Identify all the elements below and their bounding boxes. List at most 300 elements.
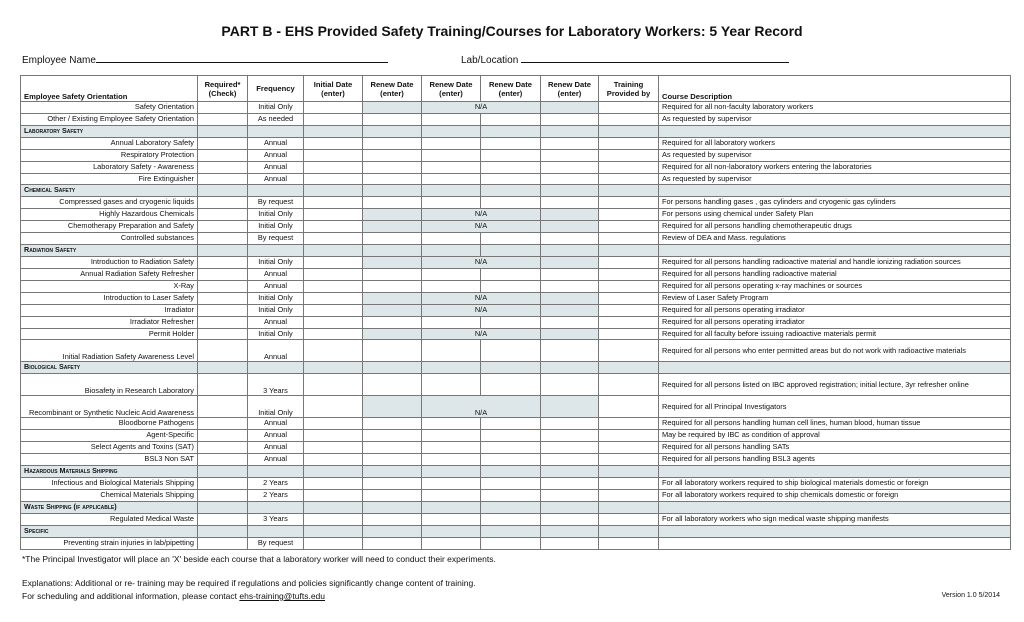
training-provided-cell[interactable] xyxy=(599,161,659,173)
renew-date-cell[interactable] xyxy=(363,161,422,173)
not-applicable-cell: N/A xyxy=(422,328,541,340)
renew-date-cell[interactable] xyxy=(363,268,422,280)
renew-date-cell[interactable] xyxy=(363,113,422,125)
section-header-cell xyxy=(198,185,248,197)
section-header-cell xyxy=(304,525,363,537)
required-check-cell[interactable] xyxy=(198,396,248,418)
training-provided-cell[interactable] xyxy=(599,197,659,209)
initial-date-cell[interactable] xyxy=(304,221,363,233)
course-description: Required for all laboratory workers xyxy=(659,137,1011,149)
initial-date-cell[interactable] xyxy=(304,489,363,501)
renew-date-cell[interactable] xyxy=(363,280,422,292)
required-check-cell[interactable] xyxy=(198,304,248,316)
course-description: Required for all persons handling BSL3 agents xyxy=(659,454,1011,466)
course-name: Chemical Materials Shipping xyxy=(21,489,198,501)
initial-date-cell[interactable] xyxy=(304,209,363,221)
training-provided-cell[interactable] xyxy=(599,280,659,292)
renew-date-cell[interactable] xyxy=(481,268,541,280)
header-course-description: Course Description xyxy=(659,76,1011,102)
renew-date-cell[interactable] xyxy=(481,442,541,454)
renew-date-cell[interactable] xyxy=(481,161,541,173)
renew-date-cell[interactable] xyxy=(541,233,599,245)
initial-date-cell[interactable] xyxy=(304,197,363,209)
training-provided-cell[interactable] xyxy=(599,292,659,304)
required-check-cell[interactable] xyxy=(198,221,248,233)
course-name: Other / Existing Employee Safety Orientation xyxy=(21,113,198,125)
renew-date-cell[interactable] xyxy=(481,113,541,125)
training-provided-cell[interactable] xyxy=(599,374,659,396)
renew-date-cell[interactable] xyxy=(363,418,422,430)
table-row xyxy=(21,149,1011,161)
initial-date-cell[interactable] xyxy=(304,316,363,328)
renew-date-cell[interactable] xyxy=(481,454,541,466)
header-renew-date: Renew Date (enter) xyxy=(363,76,422,102)
section-header-cell xyxy=(363,125,422,137)
not-applicable-cell: N/A xyxy=(422,396,541,418)
renew-date-cell[interactable] xyxy=(363,454,422,466)
section-header-cell xyxy=(304,185,363,197)
initial-date-cell[interactable] xyxy=(304,374,363,396)
renew-date-cell[interactable] xyxy=(541,161,599,173)
renew-date-cell[interactable] xyxy=(422,268,481,280)
renew-date-cell[interactable] xyxy=(363,442,422,454)
training-provided-cell[interactable] xyxy=(599,442,659,454)
renew-date-cell[interactable] xyxy=(481,280,541,292)
renew-date-cell[interactable] xyxy=(363,340,422,362)
section-header-row xyxy=(21,362,1011,374)
frequency-cell: 2 Years xyxy=(248,489,304,501)
initial-date-cell[interactable] xyxy=(304,430,363,442)
frequency-cell: Initial Only xyxy=(248,328,304,340)
frequency-cell: Annual xyxy=(248,280,304,292)
table-body xyxy=(21,102,1011,550)
renew-date-cell xyxy=(541,292,599,304)
initial-date-cell[interactable] xyxy=(304,454,363,466)
renew-date-cell[interactable] xyxy=(363,137,422,149)
course-name: Select Agents and Toxins (SAT) xyxy=(21,442,198,454)
course-name: Introduction to Laser Safety xyxy=(21,292,198,304)
renew-date-cell[interactable] xyxy=(541,418,599,430)
frequency-cell: 3 Years xyxy=(248,513,304,525)
section-header-cell xyxy=(422,125,481,137)
course-name: Laboratory Safety - Awareness xyxy=(21,161,198,173)
renew-date-cell[interactable] xyxy=(541,374,599,396)
section-header-cell xyxy=(541,525,599,537)
section-header-cell xyxy=(422,362,481,374)
not-applicable-cell: N/A xyxy=(422,102,541,114)
not-applicable-cell: N/A xyxy=(422,292,541,304)
section-header-cell xyxy=(363,362,422,374)
required-check-cell[interactable] xyxy=(198,454,248,466)
renew-date-cell[interactable] xyxy=(481,316,541,328)
section-header-cell xyxy=(422,525,481,537)
section-header-cell xyxy=(304,501,363,513)
initial-date-cell[interactable] xyxy=(304,442,363,454)
table-row xyxy=(21,374,1011,396)
required-check-cell[interactable] xyxy=(198,149,248,161)
required-check-cell[interactable] xyxy=(198,442,248,454)
frequency-cell: Initial Only xyxy=(248,304,304,316)
section-header-cell xyxy=(481,466,541,478)
initial-date-cell[interactable] xyxy=(304,396,363,418)
frequency-cell: Initial Only xyxy=(248,221,304,233)
course-description: Required for all faculty before issuing radioactive materials permit xyxy=(659,328,1011,340)
training-provided-cell[interactable] xyxy=(599,268,659,280)
frequency-cell: 2 Years xyxy=(248,478,304,490)
renew-date-cell[interactable] xyxy=(363,478,422,490)
renew-date-cell[interactable] xyxy=(422,173,481,185)
renew-date-cell[interactable] xyxy=(422,537,481,549)
renew-date-cell[interactable] xyxy=(422,197,481,209)
training-provided-cell[interactable] xyxy=(599,478,659,490)
renew-date-cell xyxy=(541,102,599,114)
training-provided-cell[interactable] xyxy=(599,430,659,442)
required-check-cell[interactable] xyxy=(198,173,248,185)
frequency-cell: By request xyxy=(248,537,304,549)
required-check-cell[interactable] xyxy=(198,418,248,430)
renew-date-cell[interactable] xyxy=(481,137,541,149)
course-name: Permit Holder xyxy=(21,328,198,340)
table-row xyxy=(21,257,1011,269)
renew-date-cell[interactable] xyxy=(541,113,599,125)
renew-date-cell xyxy=(541,221,599,233)
course-description: Required for all persons operating x-ray machines or sources xyxy=(659,280,1011,292)
training-provided-cell[interactable] xyxy=(599,102,659,114)
course-name: Safety Orientation xyxy=(21,102,198,114)
renew-date-cell[interactable] xyxy=(422,161,481,173)
initial-date-cell[interactable] xyxy=(304,137,363,149)
initial-date-cell[interactable] xyxy=(304,280,363,292)
section-title: Laboratory Safety xyxy=(21,125,198,137)
training-provided-cell[interactable] xyxy=(599,233,659,245)
renew-date-cell[interactable] xyxy=(481,197,541,209)
training-provided-cell[interactable] xyxy=(599,137,659,149)
course-name: Initial Radiation Safety Awareness Level xyxy=(21,340,198,362)
section-header-cell xyxy=(541,245,599,257)
initial-date-cell[interactable] xyxy=(304,161,363,173)
table-row xyxy=(21,430,1011,442)
required-check-cell[interactable] xyxy=(198,102,248,114)
initial-date-cell[interactable] xyxy=(304,304,363,316)
training-provided-cell[interactable] xyxy=(599,209,659,221)
frequency-cell: By request xyxy=(248,233,304,245)
not-applicable-cell: N/A xyxy=(422,209,541,221)
training-provided-cell[interactable] xyxy=(599,304,659,316)
renew-date-cell[interactable] xyxy=(481,374,541,396)
renew-date-cell[interactable] xyxy=(481,149,541,161)
course-description: As requested by supervisor xyxy=(659,173,1011,185)
section-header-row xyxy=(21,185,1011,197)
renew-date-cell[interactable] xyxy=(422,137,481,149)
renew-date-cell[interactable] xyxy=(363,197,422,209)
course-name: Irradiator Refresher xyxy=(21,316,198,328)
course-name: Fire Extinguisher xyxy=(21,173,198,185)
required-check-cell[interactable] xyxy=(198,374,248,396)
renew-date-cell[interactable] xyxy=(363,149,422,161)
section-header-row xyxy=(21,125,1011,137)
training-provided-cell[interactable] xyxy=(599,513,659,525)
renew-date-cell xyxy=(363,209,422,221)
renew-date-cell[interactable] xyxy=(541,430,599,442)
section-header-cell xyxy=(599,525,659,537)
frequency-cell: By request xyxy=(248,197,304,209)
initial-date-cell[interactable] xyxy=(304,513,363,525)
table-row xyxy=(21,454,1011,466)
initial-date-cell[interactable] xyxy=(304,292,363,304)
section-header-row xyxy=(21,466,1011,478)
course-description: Required for all non-faculty laboratory workers xyxy=(659,102,1011,114)
training-provided-cell[interactable] xyxy=(599,418,659,430)
required-check-cell[interactable] xyxy=(198,161,248,173)
renew-date-cell[interactable] xyxy=(481,513,541,525)
section-header-cell xyxy=(198,466,248,478)
table-row xyxy=(21,513,1011,525)
initial-date-cell[interactable] xyxy=(304,257,363,269)
renew-date-cell[interactable] xyxy=(481,478,541,490)
initial-date-cell[interactable] xyxy=(304,113,363,125)
course-description: For all laboratory workers required to ship chemicals domestic or foreign xyxy=(659,489,1011,501)
required-check-cell[interactable] xyxy=(198,197,248,209)
renew-date-cell[interactable] xyxy=(422,374,481,396)
required-check-cell[interactable] xyxy=(198,430,248,442)
frequency-cell: Initial Only xyxy=(248,209,304,221)
training-provided-cell[interactable] xyxy=(599,454,659,466)
section-title: Biological Safety xyxy=(21,362,198,374)
initial-date-cell[interactable] xyxy=(304,149,363,161)
renew-date-cell[interactable] xyxy=(541,149,599,161)
not-applicable-cell: N/A xyxy=(422,304,541,316)
renew-date-cell[interactable] xyxy=(541,442,599,454)
required-check-cell[interactable] xyxy=(198,340,248,362)
section-header-cell xyxy=(363,501,422,513)
required-check-cell[interactable] xyxy=(198,292,248,304)
frequency-cell: As needed xyxy=(248,113,304,125)
initial-date-cell[interactable] xyxy=(304,328,363,340)
training-provided-cell[interactable] xyxy=(599,489,659,501)
renew-date-cell[interactable] xyxy=(541,489,599,501)
table-row xyxy=(21,280,1011,292)
required-check-cell[interactable] xyxy=(198,268,248,280)
training-provided-cell[interactable] xyxy=(599,113,659,125)
footnote: *The Principal Investigator will place an 'X' beside each course that a laboratory worker will need to conduct their experiments. xyxy=(22,554,496,564)
renew-date-cell[interactable] xyxy=(541,454,599,466)
frequency-cell: Initial Only xyxy=(248,102,304,114)
course-description: Required for all persons handling human cell lines, human blood, human tissue xyxy=(659,418,1011,430)
training-provided-cell[interactable] xyxy=(599,173,659,185)
initial-date-cell[interactable] xyxy=(304,268,363,280)
renew-date-cell xyxy=(541,304,599,316)
course-description: For persons handling gases , gas cylinders and cryogenic gas cylinders xyxy=(659,197,1011,209)
renew-date-cell[interactable] xyxy=(481,430,541,442)
table-row xyxy=(21,221,1011,233)
renew-date-cell xyxy=(363,257,422,269)
renew-date-cell[interactable] xyxy=(422,442,481,454)
course-description: May be required by IBC as condition of approval xyxy=(659,430,1011,442)
training-provided-cell[interactable] xyxy=(599,221,659,233)
section-header-cell xyxy=(599,245,659,257)
renew-date-cell[interactable] xyxy=(422,280,481,292)
employee-name-field xyxy=(22,53,388,66)
frequency-cell: Initial Only xyxy=(248,292,304,304)
section-header-cell xyxy=(481,525,541,537)
required-check-cell[interactable] xyxy=(198,316,248,328)
table-row xyxy=(21,102,1011,114)
renew-date-cell[interactable] xyxy=(541,268,599,280)
initial-date-cell[interactable] xyxy=(304,173,363,185)
section-header-cell xyxy=(541,125,599,137)
header-renew-date: Renew Date (enter) xyxy=(422,76,481,102)
renew-date-cell[interactable] xyxy=(422,418,481,430)
lab-location-line[interactable] xyxy=(521,53,789,63)
section-header-cell xyxy=(248,362,304,374)
course-description: For all laboratory workers who sign medical waste shipping manifests xyxy=(659,513,1011,525)
header-training-provided: Training Provided by xyxy=(599,76,659,102)
course-description: Required for all persons operating irradiator xyxy=(659,316,1011,328)
required-check-cell[interactable] xyxy=(198,478,248,490)
renew-date-cell[interactable] xyxy=(422,513,481,525)
course-description: For all laboratory workers required to ship biological materials domestic or foreign xyxy=(659,478,1011,490)
explanations: Explanations: Additional or re- training may be required if regulations and policies significantly change content of training. xyxy=(22,578,476,588)
contact-email-link[interactable]: ehs-training@tufts.edu xyxy=(239,591,326,601)
required-check-cell[interactable] xyxy=(198,328,248,340)
course-name: Biosafety in Research Laboratory xyxy=(21,374,198,396)
renew-date-cell[interactable] xyxy=(481,537,541,549)
section-title: Hazardous Materials Shipping xyxy=(21,466,198,478)
renew-date-cell[interactable] xyxy=(363,430,422,442)
training-provided-cell[interactable] xyxy=(599,396,659,418)
renew-date-cell[interactable] xyxy=(481,173,541,185)
training-provided-cell[interactable] xyxy=(599,328,659,340)
course-description: Review of DEA and Mass. regulations xyxy=(659,233,1011,245)
contact-line xyxy=(22,591,325,601)
course-name: X-Ray xyxy=(21,280,198,292)
section-header-cell xyxy=(198,362,248,374)
page-title: PART B - EHS Provided Safety Training/Courses for Laboratory Workers: 5 Year Record xyxy=(221,23,803,39)
course-name: Recombinant or Synthetic Nucleic Acid Awareness xyxy=(21,396,198,418)
training-provided-cell[interactable] xyxy=(599,537,659,549)
renew-date-cell[interactable] xyxy=(363,233,422,245)
section-header-cell xyxy=(422,185,481,197)
initial-date-cell[interactable] xyxy=(304,233,363,245)
renew-date-cell[interactable] xyxy=(422,316,481,328)
frequency-cell: Annual xyxy=(248,442,304,454)
section-header-cell xyxy=(481,362,541,374)
renew-date-cell xyxy=(363,396,422,418)
table-row xyxy=(21,396,1011,418)
required-check-cell[interactable] xyxy=(198,113,248,125)
renew-date-cell[interactable] xyxy=(363,537,422,549)
employee-name-line[interactable] xyxy=(96,53,388,63)
renew-date-cell xyxy=(541,396,599,418)
course-name: Compressed gases and cryogenic liquids xyxy=(21,197,198,209)
required-check-cell[interactable] xyxy=(198,233,248,245)
initial-date-cell[interactable] xyxy=(304,478,363,490)
table-row xyxy=(21,161,1011,173)
section-title: Specific xyxy=(21,525,198,537)
renew-date-cell[interactable] xyxy=(363,489,422,501)
renew-date-cell[interactable] xyxy=(541,280,599,292)
renew-date-cell[interactable] xyxy=(422,489,481,501)
frequency-cell: Annual xyxy=(248,430,304,442)
renew-date-cell[interactable] xyxy=(541,316,599,328)
table-row xyxy=(21,233,1011,245)
renew-date-cell[interactable] xyxy=(363,513,422,525)
renew-date-cell[interactable] xyxy=(541,197,599,209)
renew-date-cell[interactable] xyxy=(481,489,541,501)
required-check-cell[interactable] xyxy=(198,513,248,525)
renew-date-cell[interactable] xyxy=(481,418,541,430)
renew-date-cell[interactable] xyxy=(422,430,481,442)
initial-date-cell[interactable] xyxy=(304,102,363,114)
renew-date-cell[interactable] xyxy=(422,149,481,161)
frequency-cell: Annual xyxy=(248,149,304,161)
initial-date-cell[interactable] xyxy=(304,418,363,430)
renew-date-cell[interactable] xyxy=(541,478,599,490)
frequency-cell: Annual xyxy=(248,137,304,149)
training-provided-cell[interactable] xyxy=(599,340,659,362)
section-header-cell xyxy=(599,466,659,478)
training-provided-cell[interactable] xyxy=(599,149,659,161)
renew-date-cell[interactable] xyxy=(422,478,481,490)
renew-date-cell xyxy=(541,209,599,221)
renew-date-cell[interactable] xyxy=(422,113,481,125)
required-check-cell[interactable] xyxy=(198,280,248,292)
required-check-cell[interactable] xyxy=(198,137,248,149)
not-applicable-cell: N/A xyxy=(422,257,541,269)
renew-date-cell[interactable] xyxy=(541,537,599,549)
renew-date-cell[interactable] xyxy=(422,340,481,362)
training-provided-cell[interactable] xyxy=(599,316,659,328)
renew-date-cell[interactable] xyxy=(363,173,422,185)
renew-date-cell[interactable] xyxy=(481,340,541,362)
section-header-cell xyxy=(659,525,1011,537)
course-name: Controlled substances xyxy=(21,233,198,245)
section-header-cell xyxy=(599,185,659,197)
table-row xyxy=(21,292,1011,304)
required-check-cell[interactable] xyxy=(198,209,248,221)
course-description: Required for all persons handling SATs xyxy=(659,442,1011,454)
renew-date-cell[interactable] xyxy=(422,454,481,466)
version-label: Version 1.0 5/2014 xyxy=(941,592,1000,599)
header-section: Employee Safety Orientation xyxy=(21,76,198,102)
renew-date-cell[interactable] xyxy=(363,316,422,328)
section-header-cell xyxy=(248,466,304,478)
renew-date-cell[interactable] xyxy=(481,233,541,245)
renew-date-cell[interactable] xyxy=(541,137,599,149)
section-header-cell xyxy=(541,185,599,197)
renew-date-cell[interactable] xyxy=(541,173,599,185)
training-provided-cell[interactable] xyxy=(599,257,659,269)
renew-date-cell[interactable] xyxy=(541,340,599,362)
contact-text: For scheduling and additional information, please contact xyxy=(22,591,240,601)
initial-date-cell[interactable] xyxy=(304,340,363,362)
required-check-cell[interactable] xyxy=(198,257,248,269)
renew-date-cell[interactable] xyxy=(541,513,599,525)
initial-date-cell[interactable] xyxy=(304,537,363,549)
course-description: Required for all Principal Investigators xyxy=(659,396,1011,418)
course-description xyxy=(659,537,1011,549)
section-title: Radiation Safety xyxy=(21,245,198,257)
renew-date-cell[interactable] xyxy=(363,374,422,396)
renew-date-cell[interactable] xyxy=(422,233,481,245)
required-check-cell[interactable] xyxy=(198,489,248,501)
course-name: Agent-Specific xyxy=(21,430,198,442)
frequency-cell: 3 Years xyxy=(248,374,304,396)
required-check-cell[interactable] xyxy=(198,537,248,549)
frequency-cell: Annual xyxy=(248,454,304,466)
section-header-cell xyxy=(541,501,599,513)
section-header-cell xyxy=(422,245,481,257)
